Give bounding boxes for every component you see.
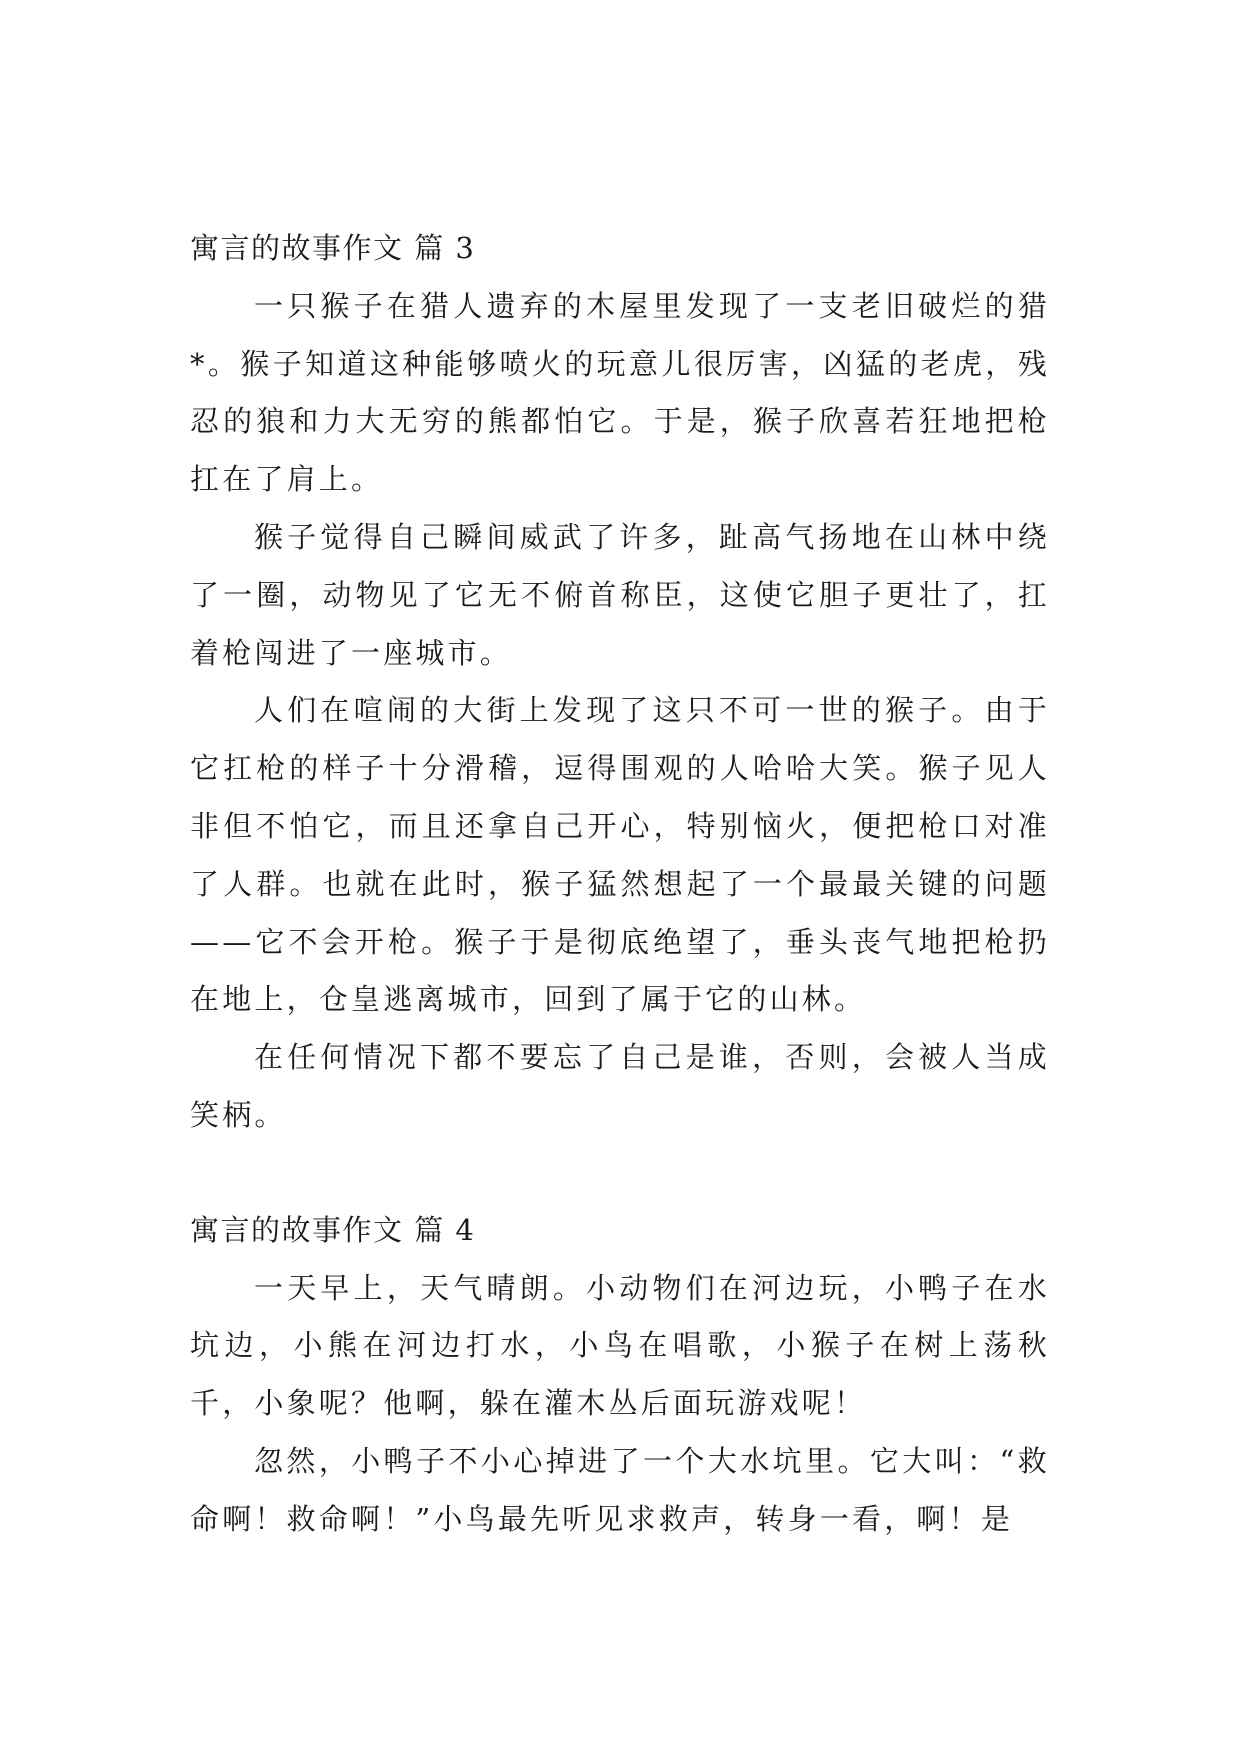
paragraph: 一天早上，天气晴朗。小动物们在河边玩，小鸭子在水坑边，小熊在河边打水，小鸟在唱歌，小猴子在树上荡秋千，小象呢？他啊，躲在灌木丛后面玩游戏呢！: [190, 1270, 1050, 1421]
paragraph: 一只猴子在猎人遗弃的木屋里发现了一支老旧破烂的猎*。猴子知道这种能够喷火的玩意儿很厉害，凶猛的老虎，残忍的狼和力大无穷的熊都怕它。于是，猴子欣喜若狂地把枪扛在了肩上。: [190, 288, 1050, 497]
paragraph: 猴子觉得自己瞬间威武了许多，趾高气扬地在山林中绕了一圈，动物见了它无不俯首称臣，这使它胆子更壮了，扛着枪闯进了一座城市。: [190, 519, 1050, 670]
section-heading: 寓言的故事作文 篇 3: [190, 231, 476, 265]
document-body: [190, 220, 1050, 1549]
paragraph: 人们在喧闹的大街上发现了这只不可一世的猴子。由于它扛枪的样子十分滑稽，逗得围观的人哈哈大笑。猴子见人非但不怕它，而且还拿自己开心，特别恼火，便把枪口对准了人群。也就在此时，猴子猛然想起了一个最最关键的问题——它不会开枪。猴子于是彻底绝望了，垂头丧气地把枪扔在地上，仓皇逃离城市，回到了属于它的山林。: [190, 693, 1050, 1017]
paragraph: 在任何情况下都不要忘了自己是谁，否则，会被人当成笑柄。: [190, 1040, 1050, 1132]
essay-section-3: [190, 220, 1050, 1145]
essay-section-4: [190, 1202, 1050, 1549]
paragraph: 忽然，小鸭子不小心掉进了一个大水坑里。它大叫：“救命啊！救命啊！”小鸟最先听见求救声，转身一看，啊！是: [190, 1443, 1050, 1536]
section-heading: 寓言的故事作文 篇 4: [190, 1212, 476, 1247]
